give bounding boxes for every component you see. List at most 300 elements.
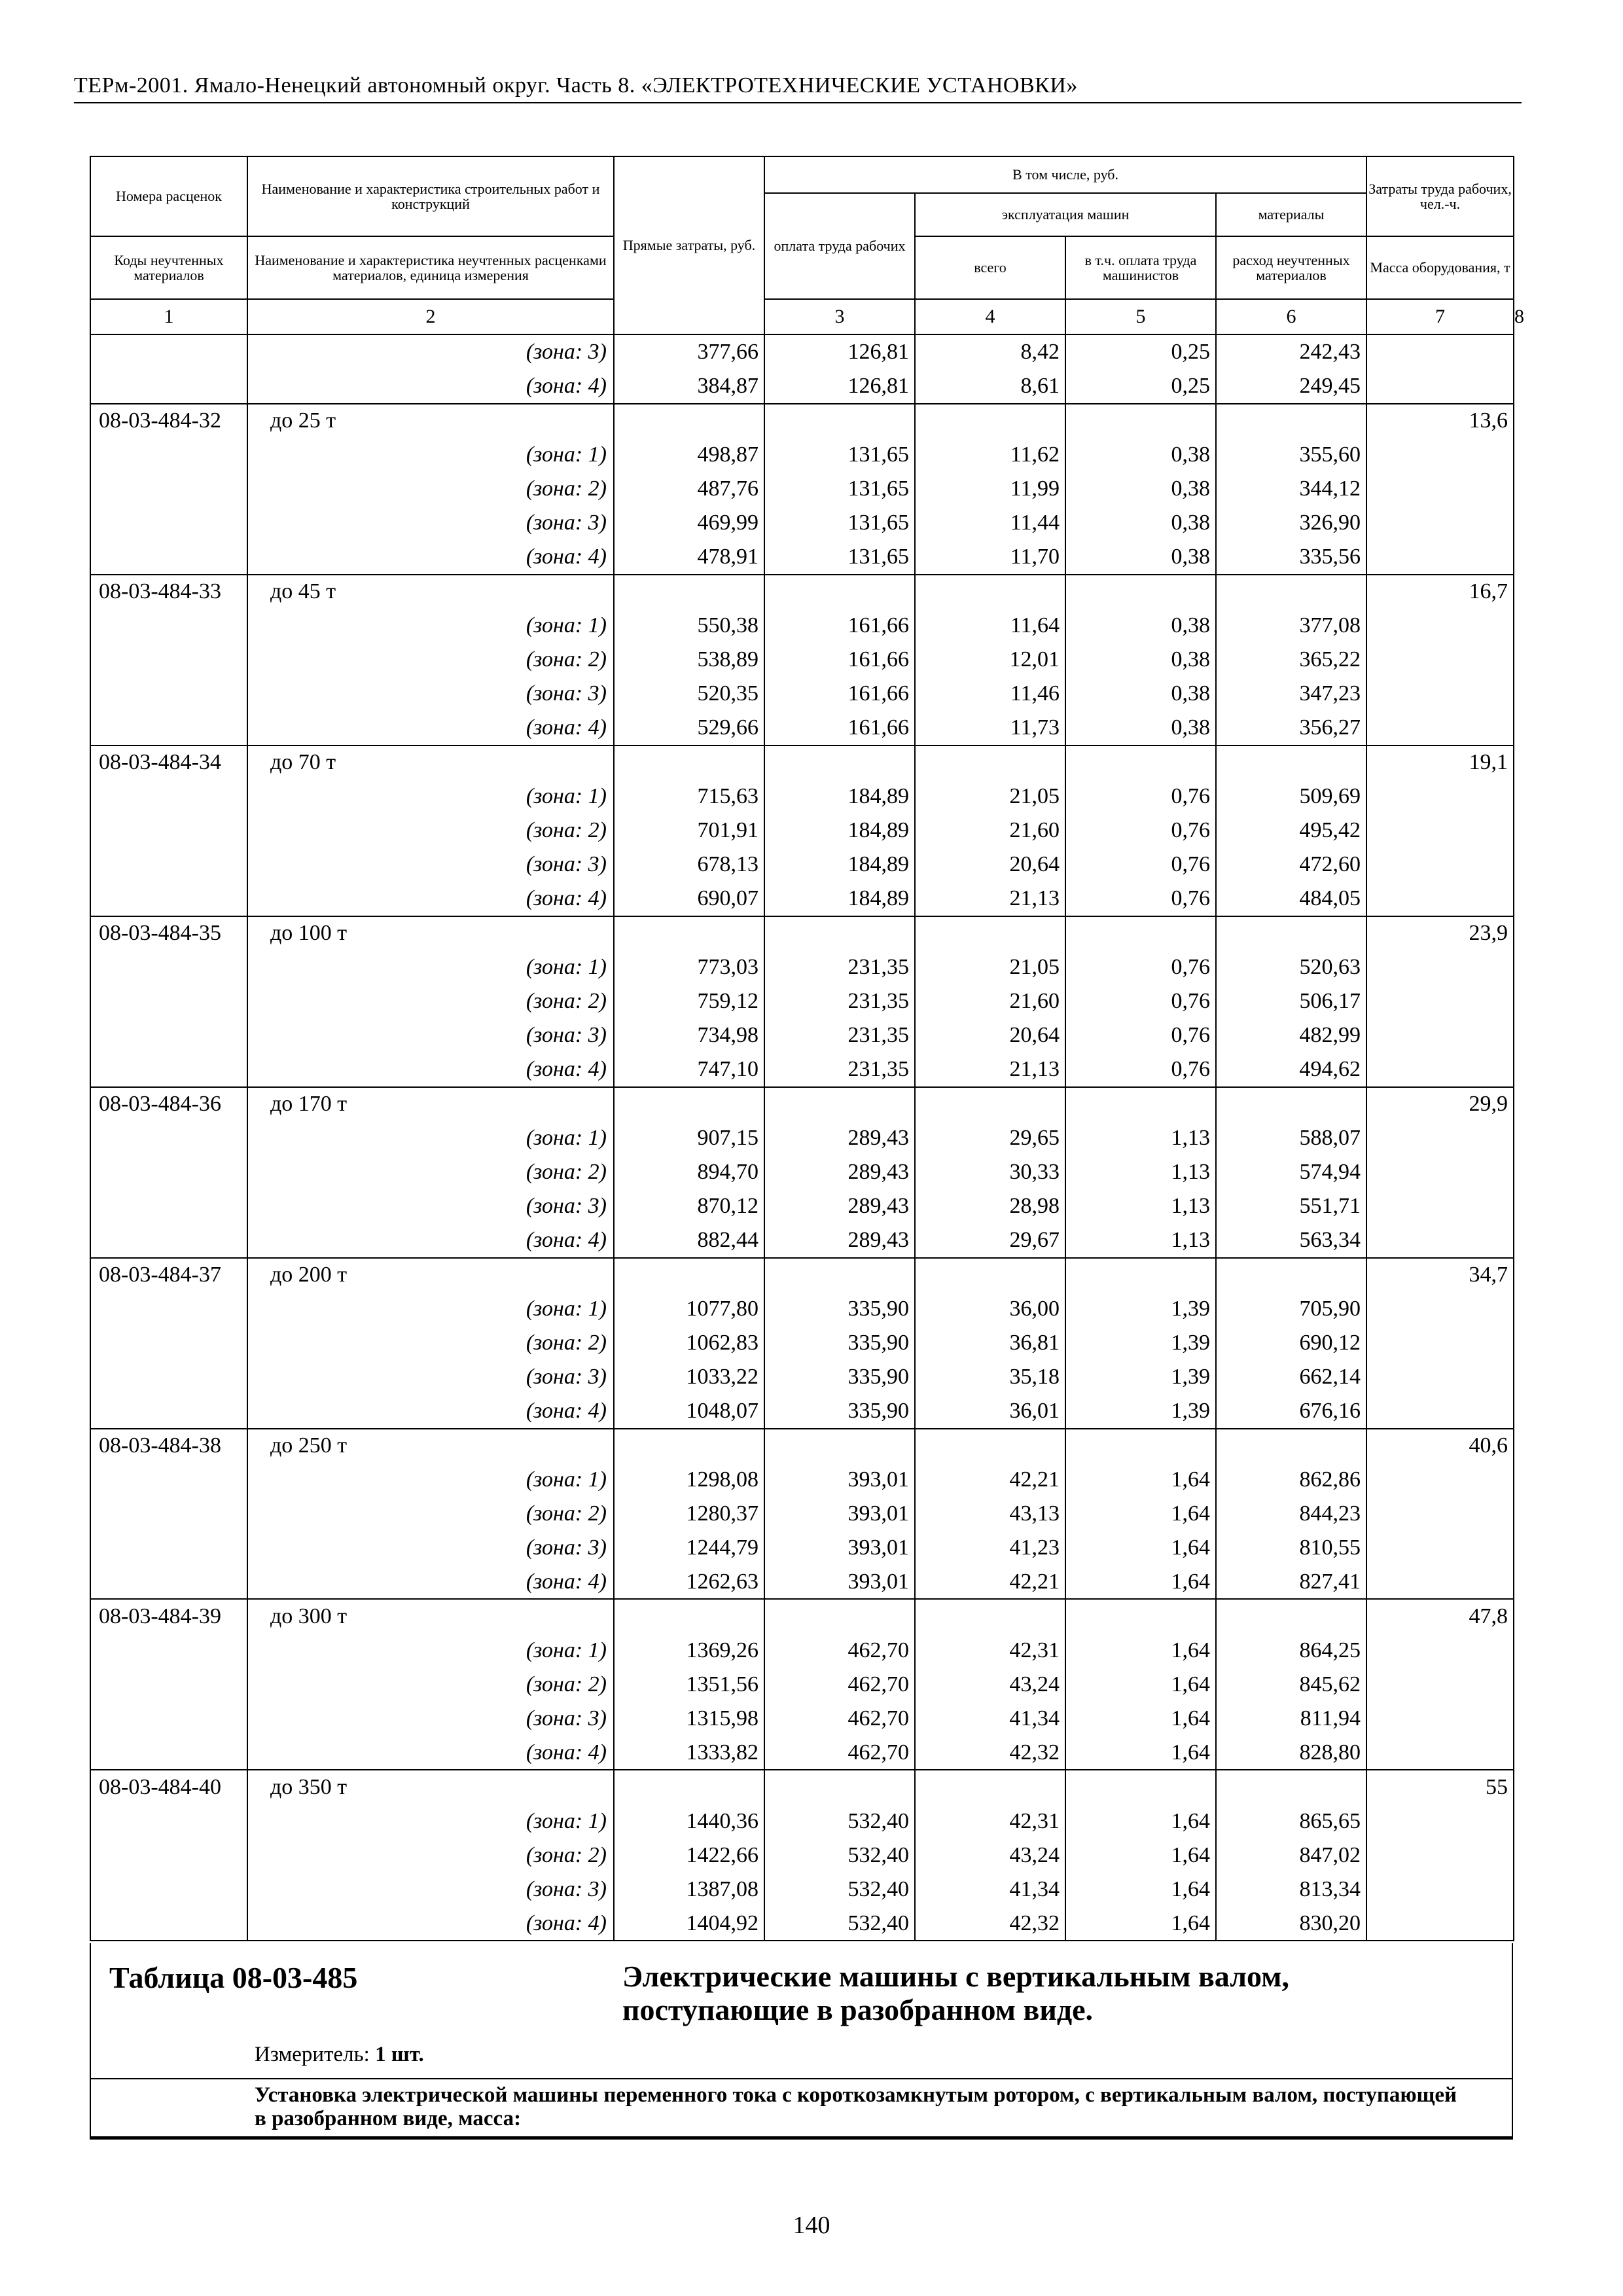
empty-cell bbox=[1366, 506, 1514, 540]
worker-pay: 462,70 bbox=[764, 1702, 915, 1736]
column-number: 3 bbox=[764, 299, 915, 334]
empty-cell bbox=[764, 1599, 915, 1634]
worker-pay: 393,01 bbox=[764, 1531, 915, 1565]
materials-cost: 563,34 bbox=[1216, 1223, 1366, 1258]
direct-cost: 1062,83 bbox=[614, 1326, 764, 1360]
empty-cell bbox=[1216, 1599, 1366, 1634]
worker-pay: 131,65 bbox=[764, 506, 915, 540]
direct-cost: 1351,56 bbox=[614, 1668, 764, 1702]
labor-cost: 29,9 bbox=[1366, 1087, 1514, 1122]
empty-cell bbox=[764, 916, 915, 951]
zone-label: (зона: 3) bbox=[247, 506, 614, 540]
empty-cell bbox=[90, 1155, 247, 1189]
worker-pay: 184,89 bbox=[764, 848, 915, 882]
empty-cell bbox=[1366, 643, 1514, 677]
worker-pay: 131,65 bbox=[764, 472, 915, 506]
next-table-block bbox=[90, 1943, 1513, 2140]
worker-pay: 161,66 bbox=[764, 711, 915, 745]
materials-cost: 810,55 bbox=[1216, 1531, 1366, 1565]
table-description: Электрические машины с вертикальным валом, поступающие в разобранном виде. bbox=[622, 1960, 1289, 2026]
worker-pay: 161,66 bbox=[764, 643, 915, 677]
direct-cost: 538,89 bbox=[614, 643, 764, 677]
empty-cell bbox=[1366, 711, 1514, 745]
operator-pay: 1,64 bbox=[1065, 1907, 1216, 1941]
empty-cell bbox=[90, 1839, 247, 1873]
price-table bbox=[90, 156, 1525, 1941]
empty-cell bbox=[1216, 1258, 1366, 1293]
materials-cost: 830,20 bbox=[1216, 1907, 1366, 1941]
empty-cell bbox=[915, 404, 1065, 439]
empty-cell bbox=[1065, 1087, 1216, 1122]
labor-cost: 40,6 bbox=[1366, 1429, 1514, 1463]
direct-cost: 773,03 bbox=[614, 950, 764, 984]
table-row bbox=[90, 916, 1514, 951]
worker-pay: 131,65 bbox=[764, 438, 915, 472]
empty-cell bbox=[90, 1634, 247, 1668]
worker-pay: 231,35 bbox=[764, 984, 915, 1018]
operator-pay: 0,76 bbox=[1065, 780, 1216, 814]
empty-cell bbox=[915, 745, 1065, 780]
empty-cell bbox=[90, 677, 247, 711]
empty-cell bbox=[1065, 1429, 1216, 1463]
empty-cell bbox=[1366, 1223, 1514, 1258]
worker-pay: 462,70 bbox=[764, 1634, 915, 1668]
materials-cost: 847,02 bbox=[1216, 1839, 1366, 1873]
direct-cost: 1422,66 bbox=[614, 1839, 764, 1873]
empty-cell bbox=[1366, 609, 1514, 643]
table-row bbox=[90, 1189, 1514, 1223]
materials-cost: 844,23 bbox=[1216, 1497, 1366, 1531]
empty-cell bbox=[1366, 472, 1514, 506]
empty-cell bbox=[1366, 1907, 1514, 1941]
table-row bbox=[90, 1702, 1514, 1736]
worker-pay: 532,40 bbox=[764, 1804, 915, 1839]
materials-cost: 484,05 bbox=[1216, 882, 1366, 916]
empty-cell bbox=[915, 1087, 1065, 1122]
zone-label: (зона: 1) bbox=[247, 780, 614, 814]
empty-cell bbox=[1366, 1052, 1514, 1087]
materials-cost: 347,23 bbox=[1216, 677, 1366, 711]
column-number: 7 bbox=[1366, 299, 1514, 334]
zone-label: (зона: 4) bbox=[247, 369, 614, 404]
table-row bbox=[90, 575, 1514, 609]
zone-label: (зона: 4) bbox=[247, 540, 614, 575]
operator-pay: 1,64 bbox=[1065, 1565, 1216, 1600]
empty-cell bbox=[915, 1429, 1065, 1463]
empty-cell bbox=[1216, 1429, 1366, 1463]
empty-cell bbox=[1216, 404, 1366, 439]
table-row bbox=[90, 1531, 1514, 1565]
materials-cost: 574,94 bbox=[1216, 1155, 1366, 1189]
table-row bbox=[90, 1121, 1514, 1155]
materials-cost: 864,25 bbox=[1216, 1634, 1366, 1668]
machine-total: 43,24 bbox=[915, 1668, 1065, 1702]
empty-cell bbox=[90, 1804, 247, 1839]
table-row bbox=[90, 677, 1514, 711]
empty-cell bbox=[1366, 334, 1514, 369]
machine-total: 43,24 bbox=[915, 1839, 1065, 1873]
zone-label: (зона: 1) bbox=[247, 1804, 614, 1839]
machine-total: 11,70 bbox=[915, 540, 1065, 575]
zone-label: (зона: 3) bbox=[247, 848, 614, 882]
worker-pay: 231,35 bbox=[764, 950, 915, 984]
labor-cost: 16,7 bbox=[1366, 575, 1514, 609]
operator-pay: 1,39 bbox=[1065, 1326, 1216, 1360]
table-row bbox=[90, 1736, 1514, 1770]
operator-pay: 1,39 bbox=[1065, 1292, 1216, 1326]
empty-cell bbox=[764, 1087, 915, 1122]
machine-total: 8,61 bbox=[915, 369, 1065, 404]
worker-pay: 462,70 bbox=[764, 1668, 915, 1702]
work-name: до 350 т bbox=[247, 1770, 614, 1804]
table-row bbox=[90, 780, 1514, 814]
table-row bbox=[90, 404, 1514, 439]
header-labor-costs: Затраты труда рабочих, чел.-ч. bbox=[1366, 156, 1514, 236]
operator-pay: 1,64 bbox=[1065, 1463, 1216, 1497]
empty-cell bbox=[764, 1258, 915, 1293]
zone-label: (зона: 3) bbox=[247, 1360, 614, 1394]
machine-total: 21,05 bbox=[915, 950, 1065, 984]
table-row bbox=[90, 745, 1514, 780]
header-operator-pay: в т.ч. оплата труда машинистов bbox=[1065, 236, 1216, 299]
empty-cell bbox=[90, 1326, 247, 1360]
table-row bbox=[90, 1497, 1514, 1531]
machine-total: 21,13 bbox=[915, 882, 1065, 916]
zone-label: (зона: 2) bbox=[247, 984, 614, 1018]
zone-label: (зона: 1) bbox=[247, 1634, 614, 1668]
direct-cost: 1440,36 bbox=[614, 1804, 764, 1839]
rate-code: 08-03-484-34 bbox=[90, 745, 247, 780]
materials-cost: 335,56 bbox=[1216, 540, 1366, 575]
empty-cell bbox=[90, 540, 247, 575]
worker-pay: 532,40 bbox=[764, 1839, 915, 1873]
empty-cell bbox=[915, 1599, 1065, 1634]
materials-cost: 662,14 bbox=[1216, 1360, 1366, 1394]
table-row bbox=[90, 1907, 1514, 1941]
direct-cost: 1315,98 bbox=[614, 1702, 764, 1736]
direct-cost: 701,91 bbox=[614, 814, 764, 848]
materials-cost: 676,16 bbox=[1216, 1394, 1366, 1429]
empty-cell bbox=[90, 814, 247, 848]
zone-label: (зона: 2) bbox=[247, 814, 614, 848]
empty-cell bbox=[614, 1087, 764, 1122]
empty-cell bbox=[90, 472, 247, 506]
empty-cell bbox=[90, 438, 247, 472]
machine-total: 30,33 bbox=[915, 1155, 1065, 1189]
operator-pay: 0,76 bbox=[1065, 1018, 1216, 1052]
empty-cell bbox=[614, 916, 764, 951]
empty-cell bbox=[764, 1770, 915, 1804]
worker-pay: 335,90 bbox=[764, 1360, 915, 1394]
zone-label: (зона: 2) bbox=[247, 643, 614, 677]
machine-total: 35,18 bbox=[915, 1360, 1065, 1394]
materials-cost: 377,08 bbox=[1216, 609, 1366, 643]
operator-pay: 1,13 bbox=[1065, 1223, 1216, 1258]
machine-total: 11,44 bbox=[915, 506, 1065, 540]
machine-total: 20,64 bbox=[915, 848, 1065, 882]
materials-cost: 494,62 bbox=[1216, 1052, 1366, 1087]
zone-label: (зона: 4) bbox=[247, 711, 614, 745]
table-row bbox=[90, 1770, 1514, 1804]
table-row bbox=[90, 814, 1514, 848]
header-machines-total: всего bbox=[915, 236, 1065, 299]
empty-cell bbox=[1366, 1668, 1514, 1702]
unit-label: Измеритель: bbox=[255, 2043, 370, 2066]
header-worker-pay: оплата труда рабочих bbox=[764, 193, 915, 299]
machine-total: 42,21 bbox=[915, 1565, 1065, 1600]
operator-pay: 1,13 bbox=[1065, 1121, 1216, 1155]
empty-cell bbox=[90, 1702, 247, 1736]
direct-cost: 678,13 bbox=[614, 848, 764, 882]
empty-cell bbox=[90, 1292, 247, 1326]
machine-total: 42,21 bbox=[915, 1463, 1065, 1497]
zone-label: (зона: 3) bbox=[247, 1189, 614, 1223]
empty-cell bbox=[915, 1770, 1065, 1804]
direct-cost: 734,98 bbox=[614, 1018, 764, 1052]
labor-cost: 55 bbox=[1366, 1770, 1514, 1804]
direct-cost: 529,66 bbox=[614, 711, 764, 745]
empty-cell bbox=[1216, 916, 1366, 951]
worker-pay: 161,66 bbox=[764, 609, 915, 643]
worker-pay: 289,43 bbox=[764, 1189, 915, 1223]
divider bbox=[91, 2078, 1512, 2079]
machine-total: 42,32 bbox=[915, 1907, 1065, 1941]
direct-cost: 894,70 bbox=[614, 1155, 764, 1189]
direct-cost: 690,07 bbox=[614, 882, 764, 916]
empty-cell bbox=[1366, 1531, 1514, 1565]
labor-cost: 23,9 bbox=[1366, 916, 1514, 951]
empty-cell bbox=[614, 1770, 764, 1804]
table-row bbox=[90, 472, 1514, 506]
materials-cost: 862,86 bbox=[1216, 1463, 1366, 1497]
rate-code: 08-03-484-36 bbox=[90, 1087, 247, 1122]
machine-total: 11,62 bbox=[915, 438, 1065, 472]
table-row bbox=[90, 848, 1514, 882]
operator-pay: 0,38 bbox=[1065, 540, 1216, 575]
materials-cost: 326,90 bbox=[1216, 506, 1366, 540]
materials-cost: 506,17 bbox=[1216, 984, 1366, 1018]
operator-pay: 0,38 bbox=[1065, 438, 1216, 472]
table-row bbox=[90, 1087, 1514, 1122]
empty-cell bbox=[1216, 575, 1366, 609]
materials-cost: 356,27 bbox=[1216, 711, 1366, 745]
operator-pay: 1,64 bbox=[1065, 1804, 1216, 1839]
table-row bbox=[90, 1873, 1514, 1907]
table-row bbox=[90, 1839, 1514, 1873]
empty-cell bbox=[1366, 1394, 1514, 1429]
machine-total: 42,31 bbox=[915, 1804, 1065, 1839]
worker-pay: 462,70 bbox=[764, 1736, 915, 1770]
table-row bbox=[90, 334, 1514, 369]
worker-pay: 184,89 bbox=[764, 814, 915, 848]
empty-cell bbox=[90, 780, 247, 814]
operator-pay: 0,25 bbox=[1065, 334, 1216, 369]
empty-cell bbox=[1216, 1087, 1366, 1122]
zone-label: (зона: 4) bbox=[247, 882, 614, 916]
empty-cell bbox=[614, 575, 764, 609]
materials-cost: 355,60 bbox=[1216, 438, 1366, 472]
machine-total: 28,98 bbox=[915, 1189, 1065, 1223]
zone-label: (зона: 1) bbox=[247, 1463, 614, 1497]
table-row bbox=[90, 1668, 1514, 1702]
header-materials: материалы bbox=[1216, 193, 1366, 236]
empty-cell bbox=[1065, 575, 1216, 609]
empty-cell bbox=[1366, 369, 1514, 404]
materials-cost: 828,80 bbox=[1216, 1736, 1366, 1770]
column-number: 2 bbox=[247, 299, 614, 334]
operator-pay: 0,76 bbox=[1065, 1052, 1216, 1087]
materials-cost: 811,94 bbox=[1216, 1702, 1366, 1736]
direct-cost: 478,91 bbox=[614, 540, 764, 575]
direct-cost: 377,66 bbox=[614, 334, 764, 369]
materials-cost: 242,43 bbox=[1216, 334, 1366, 369]
machine-total: 29,65 bbox=[915, 1121, 1065, 1155]
empty-cell bbox=[1366, 780, 1514, 814]
materials-cost: 520,63 bbox=[1216, 950, 1366, 984]
rate-code: 08-03-484-37 bbox=[90, 1258, 247, 1293]
direct-cost: 520,35 bbox=[614, 677, 764, 711]
column-number: 4 bbox=[915, 299, 1065, 334]
empty-cell bbox=[1065, 1258, 1216, 1293]
header-material-names: Наименование и характеристика неучтенных расценками материалов, единица измерения bbox=[247, 236, 614, 299]
divider bbox=[91, 2136, 1512, 2138]
zone-label: (зона: 2) bbox=[247, 472, 614, 506]
empty-cell bbox=[614, 1429, 764, 1463]
direct-cost: 747,10 bbox=[614, 1052, 764, 1087]
empty-cell bbox=[90, 506, 247, 540]
worker-pay: 335,90 bbox=[764, 1326, 915, 1360]
machine-total: 36,00 bbox=[915, 1292, 1065, 1326]
zone-label: (зона: 3) bbox=[247, 1018, 614, 1052]
work-name: до 170 т bbox=[247, 1087, 614, 1122]
empty-cell bbox=[1366, 438, 1514, 472]
empty-cell bbox=[1366, 1155, 1514, 1189]
machine-total: 11,64 bbox=[915, 609, 1065, 643]
operator-pay: 1,39 bbox=[1065, 1394, 1216, 1429]
labor-cost: 13,6 bbox=[1366, 404, 1514, 439]
worker-pay: 393,01 bbox=[764, 1497, 915, 1531]
table-row bbox=[90, 438, 1514, 472]
table-row bbox=[90, 1599, 1514, 1634]
materials-cost: 690,12 bbox=[1216, 1326, 1366, 1360]
column-number: 6 bbox=[1216, 299, 1366, 334]
empty-cell bbox=[1366, 1736, 1514, 1770]
materials-cost: 865,65 bbox=[1216, 1804, 1366, 1839]
table-row bbox=[90, 950, 1514, 984]
empty-cell bbox=[1366, 1702, 1514, 1736]
materials-cost: 495,42 bbox=[1216, 814, 1366, 848]
empty-cell bbox=[764, 1429, 915, 1463]
materials-cost: 509,69 bbox=[1216, 780, 1366, 814]
operator-pay: 0,38 bbox=[1065, 609, 1216, 643]
empty-cell bbox=[614, 745, 764, 780]
materials-cost: 472,60 bbox=[1216, 848, 1366, 882]
empty-cell bbox=[614, 1599, 764, 1634]
empty-cell bbox=[1216, 1770, 1366, 1804]
empty-cell bbox=[915, 575, 1065, 609]
empty-cell bbox=[90, 1018, 247, 1052]
direct-cost: 469,99 bbox=[614, 506, 764, 540]
direct-cost: 1244,79 bbox=[614, 1531, 764, 1565]
empty-cell bbox=[915, 916, 1065, 951]
worker-pay: 532,40 bbox=[764, 1907, 915, 1941]
empty-cell bbox=[90, 1394, 247, 1429]
materials-cost: 705,90 bbox=[1216, 1292, 1366, 1326]
operator-pay: 1,64 bbox=[1065, 1531, 1216, 1565]
direct-cost: 1387,08 bbox=[614, 1873, 764, 1907]
unit-value: 1 шт. bbox=[375, 2043, 424, 2066]
empty-cell bbox=[1366, 1463, 1514, 1497]
direct-cost: 1033,22 bbox=[614, 1360, 764, 1394]
empty-cell bbox=[1366, 1121, 1514, 1155]
machine-total: 20,64 bbox=[915, 1018, 1065, 1052]
worker-pay: 335,90 bbox=[764, 1394, 915, 1429]
direct-cost: 907,15 bbox=[614, 1121, 764, 1155]
materials-cost: 588,07 bbox=[1216, 1121, 1366, 1155]
empty-cell bbox=[90, 848, 247, 882]
zone-label: (зона: 2) bbox=[247, 1839, 614, 1873]
operator-pay: 1,13 bbox=[1065, 1155, 1216, 1189]
header-including: В том числе, руб. bbox=[764, 156, 1366, 193]
empty-cell bbox=[1366, 1565, 1514, 1600]
empty-cell bbox=[1366, 984, 1514, 1018]
rate-code: 08-03-484-40 bbox=[90, 1770, 247, 1804]
operator-pay: 1,64 bbox=[1065, 1873, 1216, 1907]
worker-pay: 131,65 bbox=[764, 540, 915, 575]
empty-cell bbox=[90, 1668, 247, 1702]
header-direct-costs: Прямые затраты, руб. bbox=[614, 156, 764, 334]
machine-total: 8,42 bbox=[915, 334, 1065, 369]
worker-pay: 126,81 bbox=[764, 334, 915, 369]
empty-cell bbox=[1065, 1770, 1216, 1804]
empty-cell bbox=[1366, 677, 1514, 711]
empty-cell bbox=[90, 1360, 247, 1394]
table-row bbox=[90, 1463, 1514, 1497]
direct-cost: 384,87 bbox=[614, 369, 764, 404]
machine-total: 41,34 bbox=[915, 1702, 1065, 1736]
table-title: Таблица 08-03-485 bbox=[109, 1961, 358, 1994]
zone-label: (зона: 4) bbox=[247, 1565, 614, 1600]
zone-label: (зона: 1) bbox=[247, 1121, 614, 1155]
materials-cost: 813,34 bbox=[1216, 1873, 1366, 1907]
zone-label: (зона: 4) bbox=[247, 1223, 614, 1258]
zone-label: (зона: 1) bbox=[247, 1292, 614, 1326]
operator-pay: 1,39 bbox=[1065, 1360, 1216, 1394]
operator-pay: 0,76 bbox=[1065, 984, 1216, 1018]
zone-label: (зона: 1) bbox=[247, 950, 614, 984]
worker-pay: 289,43 bbox=[764, 1155, 915, 1189]
empty-cell bbox=[1366, 540, 1514, 575]
work-name: до 250 т bbox=[247, 1429, 614, 1463]
labor-cost: 34,7 bbox=[1366, 1258, 1514, 1293]
zone-label: (зона: 3) bbox=[247, 677, 614, 711]
table-row bbox=[90, 609, 1514, 643]
column-numbers-row: 1 2 3 4 5 6 7 8 bbox=[90, 299, 1514, 334]
empty-cell bbox=[90, 882, 247, 916]
worker-pay: 231,35 bbox=[764, 1018, 915, 1052]
header-work-name: Наименование и характеристика строительных работ и конструкций bbox=[247, 156, 614, 236]
direct-cost: 1298,08 bbox=[614, 1463, 764, 1497]
materials-cost: 344,12 bbox=[1216, 472, 1366, 506]
machine-total: 43,13 bbox=[915, 1497, 1065, 1531]
empty-cell bbox=[1366, 1189, 1514, 1223]
materials-cost: 827,41 bbox=[1216, 1565, 1366, 1600]
zone-label: (зона: 1) bbox=[247, 609, 614, 643]
operator-pay: 1,64 bbox=[1065, 1839, 1216, 1873]
empty-cell bbox=[90, 643, 247, 677]
operator-pay: 1,64 bbox=[1065, 1702, 1216, 1736]
table-row bbox=[90, 369, 1514, 404]
